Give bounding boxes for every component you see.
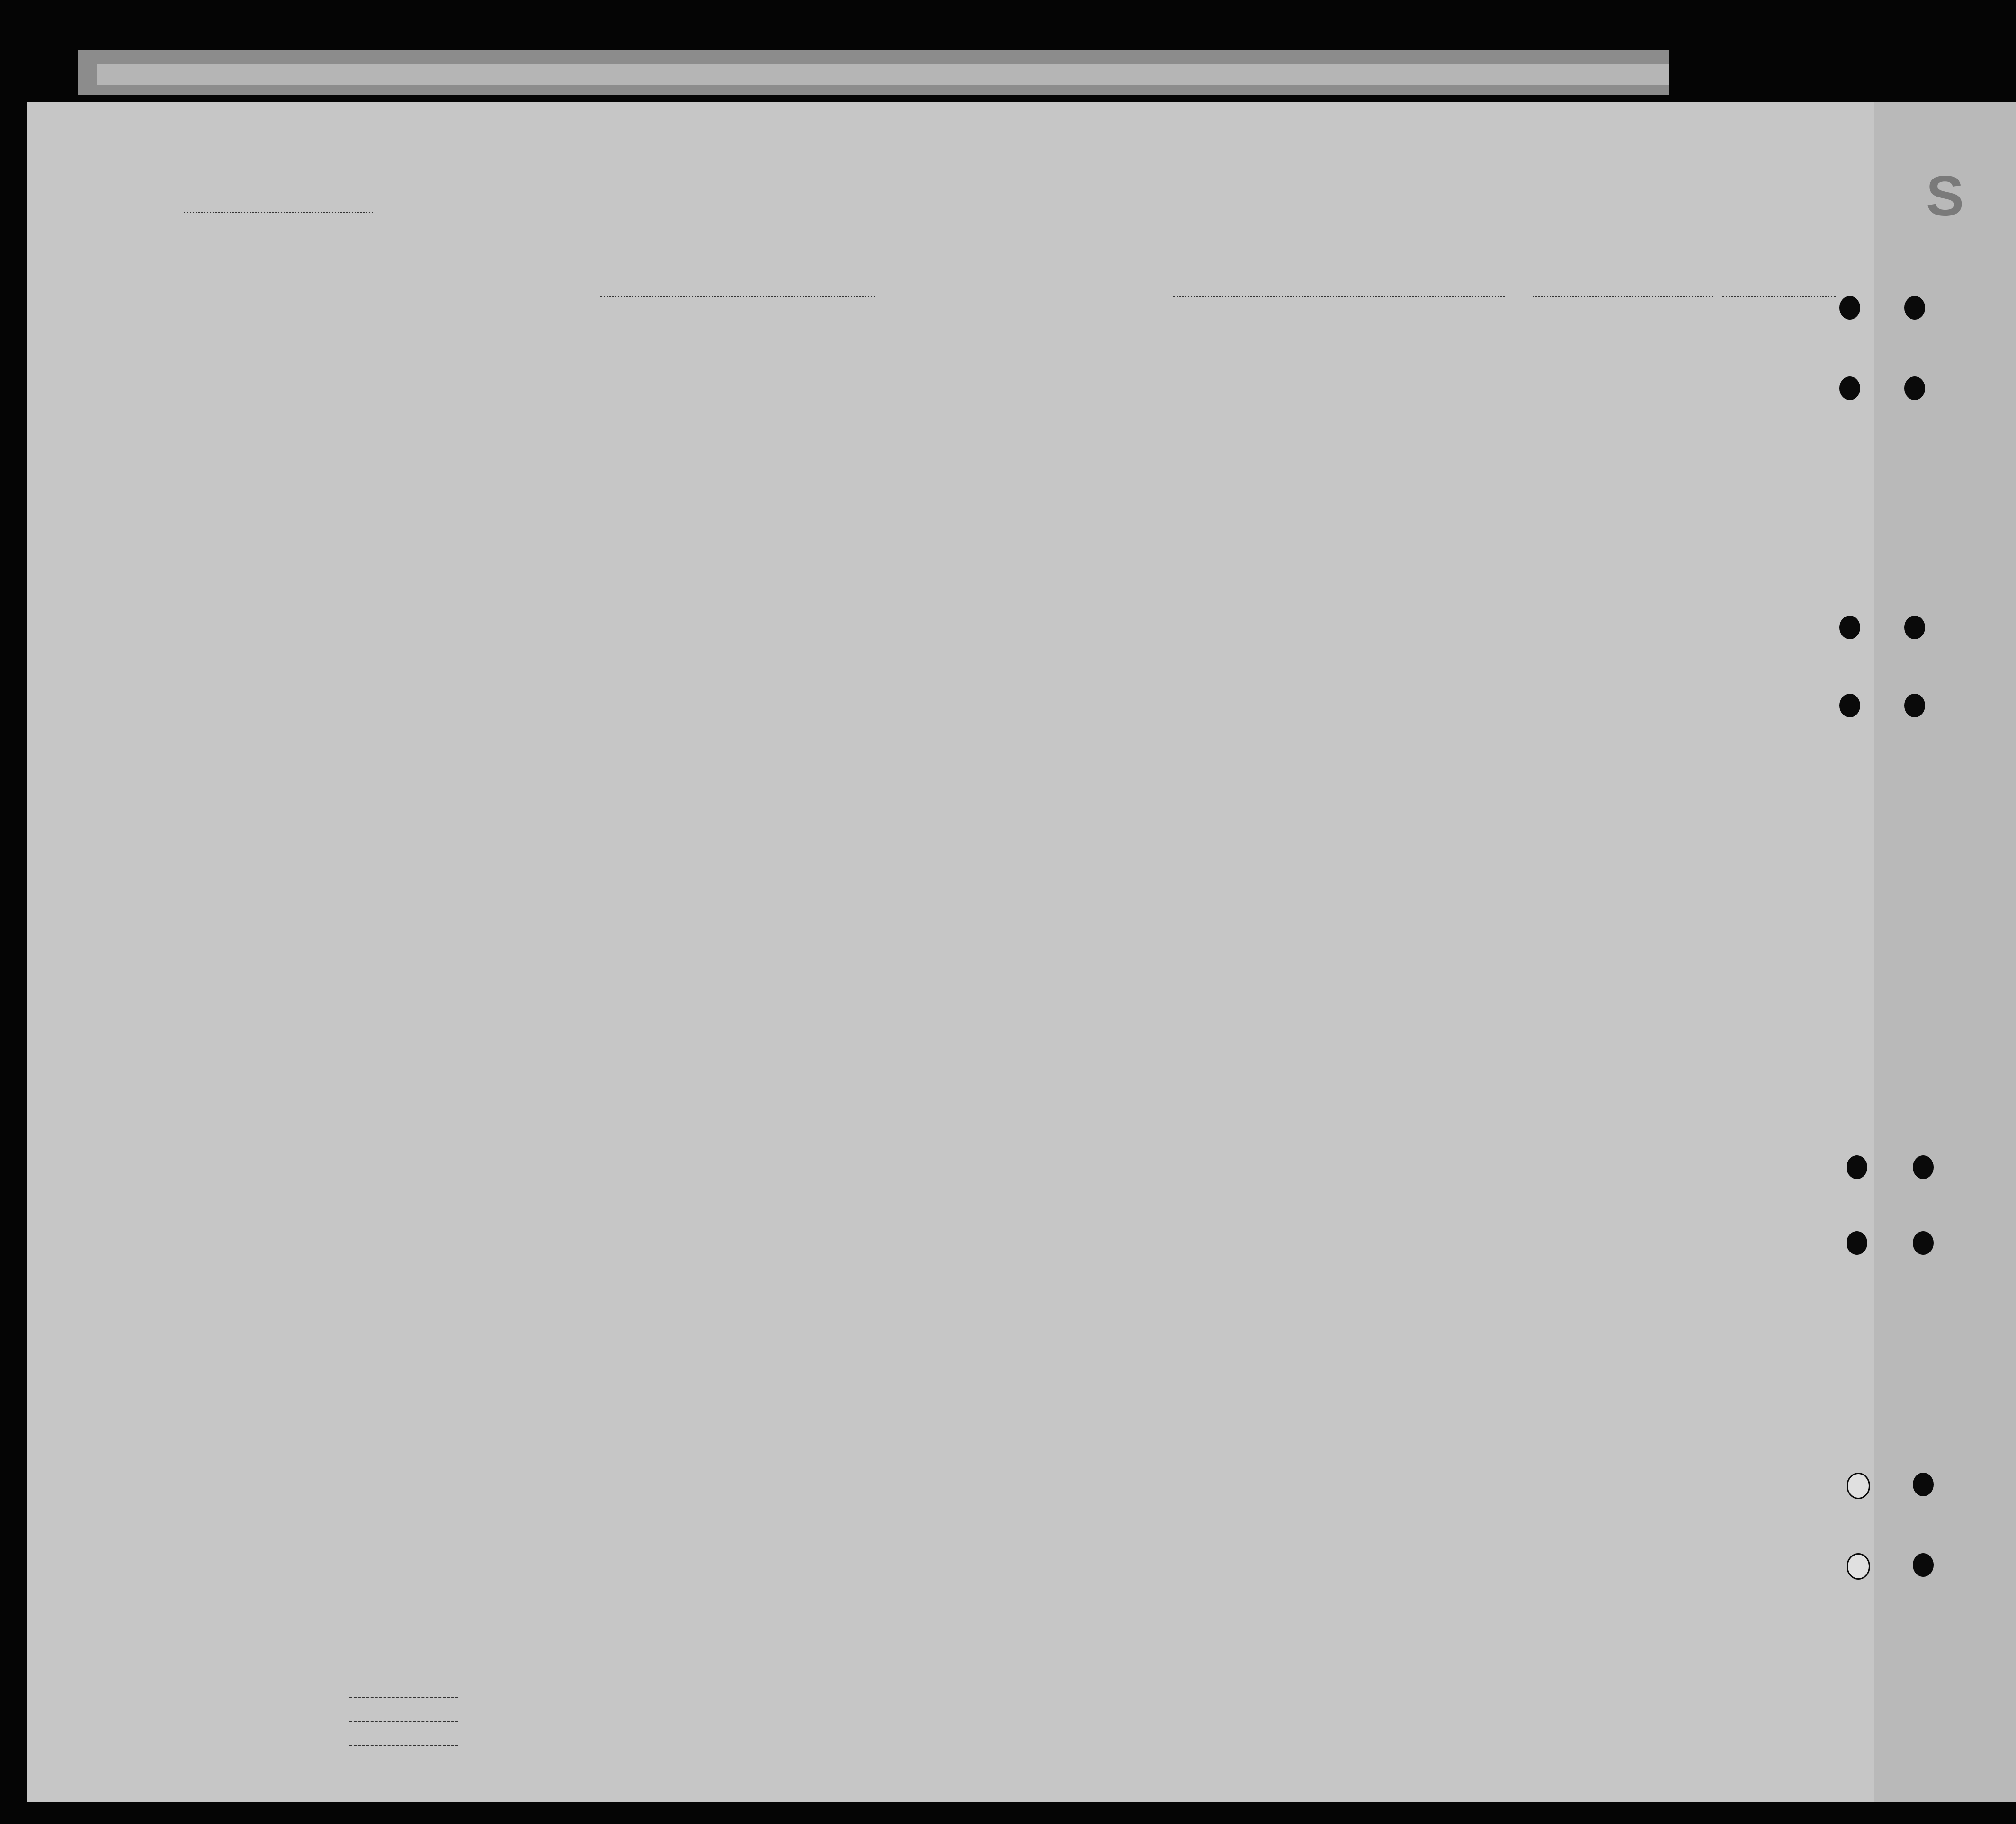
- binder-hole: [1904, 296, 1925, 320]
- binder-hole: [1847, 1553, 1870, 1580]
- binder-hole: [1839, 376, 1860, 400]
- total-line: [349, 1697, 458, 1698]
- binder-hole: [1904, 376, 1925, 400]
- binder-hole: [1847, 1473, 1870, 1499]
- binder-hole: [1847, 1155, 1867, 1179]
- binder-hole: [1847, 1231, 1867, 1255]
- binder-hole: [1913, 1155, 1934, 1179]
- citizens-line: [349, 1721, 458, 1722]
- binder-hole: [1839, 694, 1860, 717]
- binder-hole: [1904, 616, 1925, 639]
- binder-hole: [1839, 296, 1860, 320]
- manifest-page: [27, 102, 1964, 1802]
- underlying-sheet-edge: [97, 64, 1669, 85]
- aliens-line: [349, 1745, 458, 1746]
- check-marks: [27, 102, 1898, 1802]
- binder-hole: [1904, 694, 1925, 717]
- binder-hole: [1913, 1231, 1934, 1255]
- binder-hole: [1839, 616, 1860, 639]
- adjacent-page-letter: S: [1926, 164, 1964, 228]
- binder-hole: [1913, 1553, 1934, 1577]
- binder-hole: [1913, 1473, 1934, 1496]
